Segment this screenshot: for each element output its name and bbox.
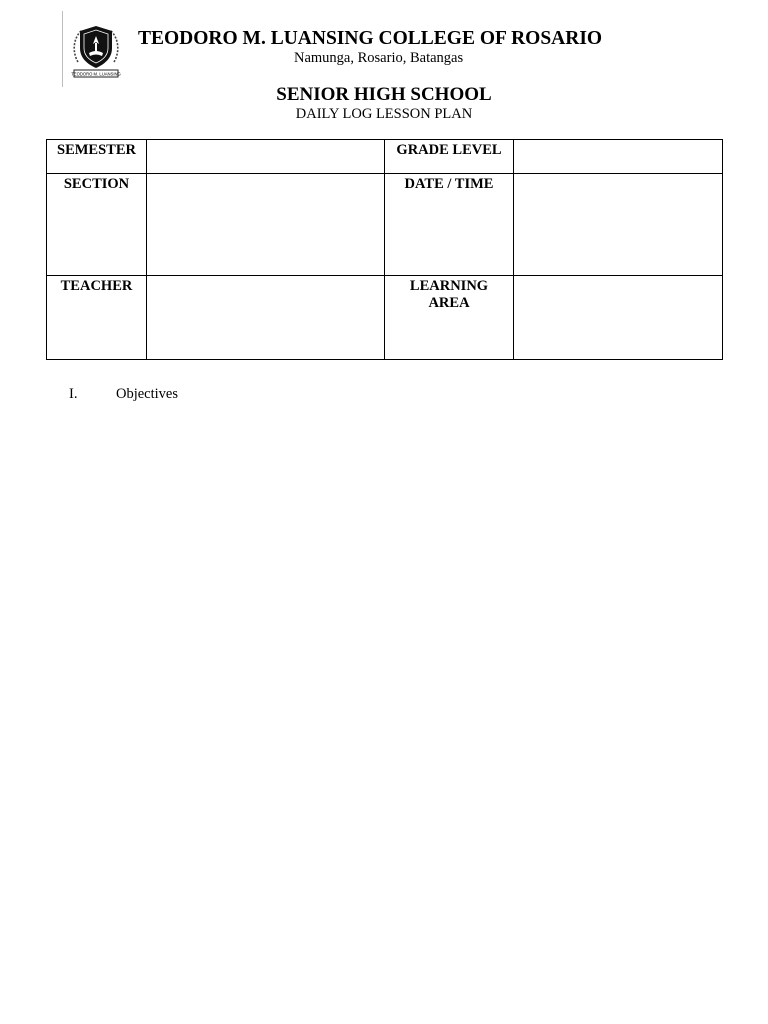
school-name: TEODORO M. LUANSING COLLEGE OF ROSARIO (138, 28, 603, 49)
section-label: SECTION (47, 174, 147, 276)
table-row (47, 276, 723, 360)
semester-label: SEMESTER (47, 140, 147, 174)
section-field[interactable] (147, 174, 385, 276)
teacher-field[interactable] (147, 276, 385, 360)
date-time-field[interactable] (514, 174, 723, 276)
section-number: I. (69, 386, 78, 402)
semester-field[interactable] (147, 140, 385, 174)
teacher-label: TEACHER (47, 276, 147, 360)
grade-level-field[interactable] (514, 140, 723, 174)
school-address: Namunga, Rosario, Batangas (294, 50, 464, 66)
section-title-objectives: Objectives (116, 386, 179, 402)
grade-level-label: GRADE LEVEL (385, 140, 514, 174)
document-title: DAILY LOG LESSON PLAN (295, 106, 473, 122)
seal-banner-text: TEODORO M. LUANSING (71, 71, 121, 77)
learning-area-label: LEARNING AREA (385, 276, 514, 360)
department-title: SENIOR HIGH SCHOOL (276, 84, 492, 105)
date-time-label: DATE / TIME (385, 174, 514, 276)
table-row (47, 140, 723, 174)
table-row (47, 174, 723, 276)
learning-area-field[interactable] (514, 276, 723, 360)
lesson-info-table (46, 139, 723, 360)
